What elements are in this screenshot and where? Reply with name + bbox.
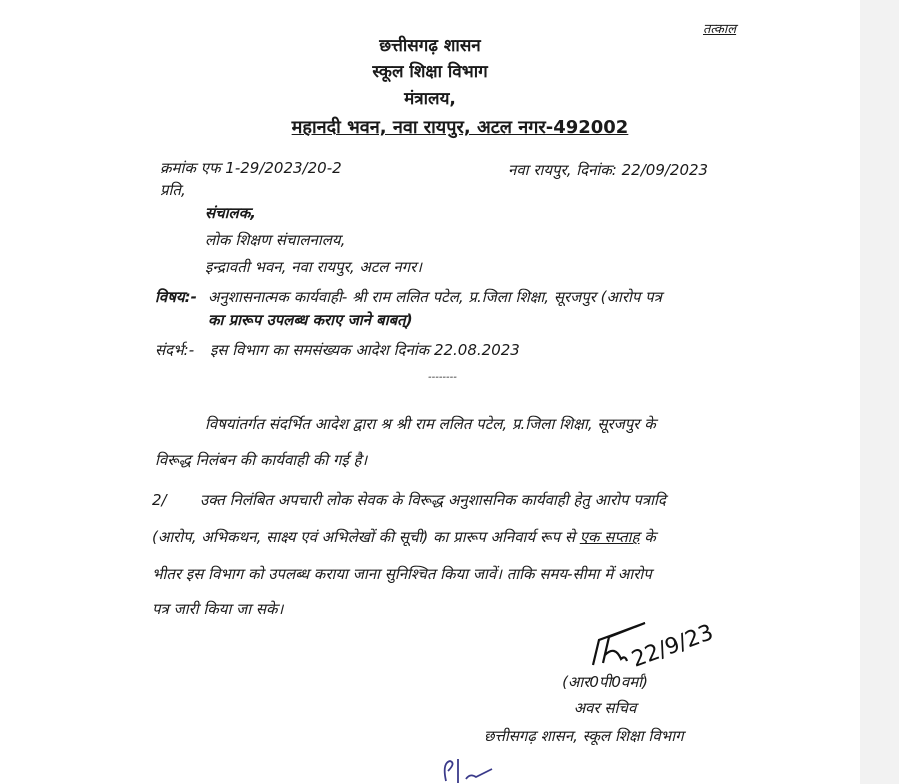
text: (आरोप, अभिकथन, साक्ष्य एवं अभिलेखों की सूची) का प्रारूप अनिवार्य रूप से — [152, 528, 580, 546]
signatory-designation: अवर सचिव — [573, 699, 637, 717]
to-label: प्रति, — [160, 181, 186, 199]
paragraph-line: विरूद्ध निलंबन की कार्यवाही की गई है। — [155, 451, 368, 469]
header-government: छत्तीसगढ़ शासन — [379, 36, 481, 56]
handwritten-signature — [585, 615, 755, 680]
viewer-background — [860, 0, 899, 784]
recipient-line: संचालक, — [205, 204, 256, 222]
paragraph-line — [152, 527, 656, 547]
header-ministry: मंत्रालय, — [404, 89, 456, 109]
signatory-name: (आर0पी0वर्मा) — [562, 673, 648, 691]
recipient-line: इन्द्रावती भवन, नवा रायपुर, अटल नगर। — [205, 258, 422, 276]
reference-label: संदर्भ:- — [155, 341, 195, 359]
paragraph-line: उक्त निलंबित अपचारी लोक सेवक के विरूद्ध अनुशासनिक कार्यवाही हेतु आरोप पत्रादि — [200, 491, 666, 509]
paragraph-line: पत्र जारी किया जा सके। — [152, 600, 284, 618]
urgent-mark: तत्काल — [703, 22, 737, 37]
subject-label: विषय:- — [155, 288, 197, 306]
header-address: महानदी भवन, नवा रायपुर, अटल नगर-492002 — [291, 117, 629, 138]
text: के — [639, 528, 656, 546]
paragraph-line: भीतर इस विभाग को उपलब्ध कराया जाना सुनिश्चित किया जावें। ताकि समय-सीमा में आरोप — [152, 565, 652, 583]
reference-number: क्रमांक एफ 1-29/2023/20-2 — [160, 159, 342, 177]
place-date: नवा रायपुर, दिनांक: 22/09/2023 — [508, 161, 709, 179]
paragraph-number: 2/ — [152, 491, 167, 509]
emphasis-one-week: एक सप्ताह — [579, 528, 640, 546]
subject-line: अनुशासनात्मक कार्यवाही- श्री राम ललित पटेल, प्र.जिला शिक्षा, सूरजपुर (आरोप पत्र — [208, 288, 662, 306]
header-department: स्कूल शिक्षा विभाग — [372, 62, 488, 82]
signature-date: 22/9/23 — [628, 620, 717, 673]
handwritten-initial — [440, 755, 510, 784]
signatory-office: छत्तीसगढ़ शासन, स्कूल शिक्षा विभाग — [484, 727, 684, 745]
recipient-line: लोक शिक्षण संचालनालय, — [205, 231, 346, 249]
subject-line: का प्रारूप उपलब्ध कराए जाने बाबत्) — [208, 311, 413, 329]
paragraph-line: विषयांतर्गत संदर्भित आदेश द्वारा श्र श्री राम ललित पटेल, प्र.जिला शिक्षा, सूरजपुर के — [205, 415, 656, 433]
reference-text: इस विभाग का समसंख्यक आदेश दिनांक 22.08.2023 — [210, 341, 520, 359]
separator: -------- — [428, 372, 457, 383]
